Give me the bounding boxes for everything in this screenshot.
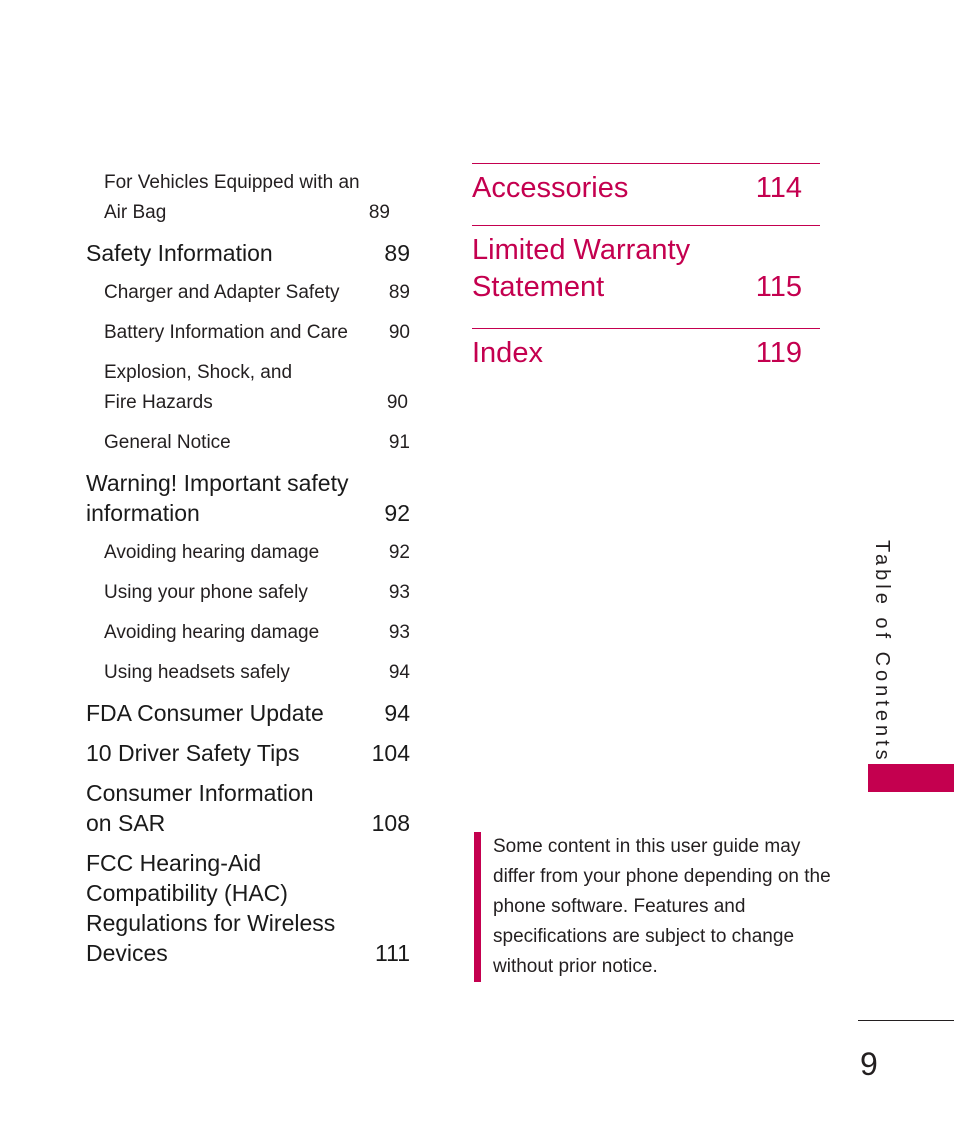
toc-major-page: 114 [755,172,802,204]
toc-left-column [86,168,410,978]
toc-entry-page: 90 [388,322,410,343]
toc-entry-title: Consumer Information on SAR [86,780,314,836]
toc-entry-page: 104 [371,740,410,766]
toc-entry[interactable] [86,278,410,308]
toc-right-column [472,163,820,390]
toc-entry-title: Avoiding hearing damage [104,542,320,563]
toc-entry[interactable] [86,428,410,458]
toc-entry-title: Safety Information [86,240,273,266]
toc-entry-title: Using headsets safely [104,662,290,683]
side-tab-marker [868,764,954,792]
toc-entry-title: FDA Consumer Update [86,700,324,726]
toc-major-title: Limited Warranty Statement [472,234,691,303]
toc-entry-title: Avoiding hearing damage [104,622,320,643]
toc-entry-page: 92 [384,500,410,526]
toc-entry[interactable] [86,658,410,688]
toc-entry[interactable] [86,618,410,648]
toc-entry[interactable] [86,468,410,528]
toc-entry[interactable] [86,738,410,768]
toc-entry-page: 92 [388,542,410,563]
toc-entry-title: FCC Hearing-Aid Compatibility (HAC) Regulations for Wireless Devices [86,850,336,966]
toc-entry-title: General Notice [104,432,231,453]
toc-entry-title: Battery Information and Care [104,322,348,343]
toc-entry-page: 94 [388,662,410,683]
toc-entry[interactable] [86,168,390,228]
toc-entry-page: 93 [388,582,410,603]
toc-major-entry[interactable] [472,163,820,225]
toc-major-page: 115 [755,271,802,303]
toc-entry-page: 89 [384,240,410,266]
toc-entry[interactable] [86,318,410,348]
toc-major-title: Accessories [472,172,629,204]
toc-entry[interactable] [86,538,410,568]
toc-entry-page: 93 [388,622,410,643]
toc-entry-title: Charger and Adapter Safety [104,282,340,303]
toc-entry-page: 89 [368,202,390,223]
toc-entry-page: 94 [384,700,410,726]
toc-entry-title: 10 Driver Safety Tips [86,740,300,766]
toc-major-title: Index [472,337,543,369]
toc-entry-title: For Vehicles Equipped with an Air Bag [104,172,360,223]
toc-major-page: 119 [755,337,802,369]
page-number: 9 [860,1046,878,1082]
toc-entry-page: 108 [371,810,410,836]
content-notice [474,832,843,982]
notice-text: Some content in this user guide may differ from your phone depending on the phone software. Features and specifications are subject to change without prior notice. [493,836,831,977]
toc-entry-title: Explosion, Shock, and Fire Hazards [104,362,293,413]
page-number-rule [858,1020,954,1021]
toc-entry-page: 89 [388,282,410,303]
toc-entry-title: Using your phone safely [104,582,308,603]
toc-major-entry[interactable] [472,328,820,390]
toc-entry[interactable] [86,778,410,838]
toc-entry-page: 91 [388,432,410,453]
toc-entry[interactable] [86,358,408,418]
toc-entry[interactable] [86,848,410,968]
toc-entry-page: 90 [386,392,408,413]
toc-entry-page: 111 [375,940,410,966]
toc-entry[interactable] [86,238,410,268]
toc-entry[interactable] [86,578,410,608]
toc-entry[interactable] [86,698,410,728]
side-tab-label[interactable]: Table of Contents [871,540,893,764]
toc-major-entry[interactable] [472,225,820,328]
toc-entry-title: Warning! Important safety information [86,470,349,526]
